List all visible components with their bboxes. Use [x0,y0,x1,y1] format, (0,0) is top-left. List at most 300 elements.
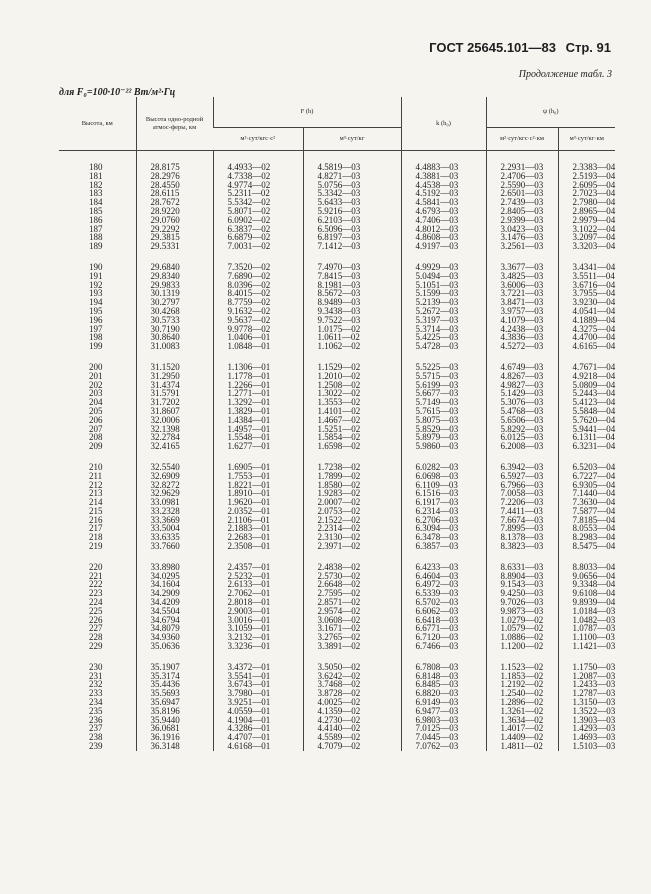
table-cell: 5.7615—03 [401,407,486,416]
table-cell: 2.3383—04 [558,163,615,172]
table-cell: 33.7660 [136,542,213,551]
table-cell: 6.7966—03 [486,481,558,490]
table-cell: 35.8196 [136,707,213,716]
table-cell: 2.3508—01 [213,542,303,551]
table-cell: 4.3275—04 [558,325,615,334]
table-cell: 3.3891—02 [303,642,401,651]
table-cell: 7.8995—03 [486,524,558,533]
table-cell: 181 [89,170,103,181]
table-cell: 5.5342—02 [213,198,303,207]
table-cell: 2.2683—01 [213,533,303,542]
table-cell: 213 [89,488,103,499]
table-cell: 31.1520 [136,363,213,372]
table-cell: 2.4357—01 [213,563,303,572]
table-cell: 6.1311—04 [558,433,615,442]
table-cell: 5.0494—03 [401,272,486,281]
table-cell: 31.2950 [136,372,213,381]
table-cell: 195 [89,305,103,316]
table-cell: 5.0809—04 [558,381,615,390]
table-cell: 1.1100—03 [558,633,615,642]
table-cell: 5.8071—02 [213,207,303,216]
table-cell: 30.5733 [136,316,213,325]
table-cell: 3.6716—04 [558,281,615,290]
table-cell: 6.3094—03 [401,524,486,533]
table-cell: 1.3522—03 [558,707,615,716]
table-cell: 1.2896—02 [486,698,558,707]
table-cell: 6.8197—03 [303,233,401,242]
table-cell: 4.9774—02 [213,181,303,190]
table-cell: 33.6335 [136,533,213,542]
table-cell: 4.0541—04 [558,307,615,316]
table-cell: 3.9757—03 [486,307,558,316]
col-F-unit2: м³·сут/кг [303,128,401,151]
table-cell: 5.5715—03 [401,372,486,381]
table-cell: 33.0981 [136,498,213,507]
table-cell: 6.6879—02 [213,233,303,242]
table-cell: 7.3630—04 [558,498,615,507]
table-cell: 5.6506—03 [486,416,558,425]
table-cell: 2.2314—02 [303,524,401,533]
table-cell: 31.8607 [136,407,213,416]
table-cell: 225 [89,605,103,616]
table-cell: 34.0295 [136,572,213,581]
table-cell: 1.0279—02 [486,616,558,625]
table-cell: 9.7026—03 [486,598,558,607]
table-cell: 34.6794 [136,616,213,625]
table-cell: 7.0058—03 [486,489,558,498]
table-cell: 7.0125—03 [401,724,486,733]
table-cell: 200 [89,361,103,372]
table-cell: 6.7808—03 [401,663,486,672]
table-cell: 222 [89,579,103,590]
table-cell: 9.7522—03 [303,316,401,325]
table-cell: 6.1109—03 [401,481,486,490]
table-cell: 8.3823—03 [486,542,558,551]
table-cell: 4.0025—02 [303,698,401,707]
table-cell: 28.7672 [136,198,213,207]
table-cell: 3.3203—04 [558,242,615,251]
table-cell: 1.0482—03 [558,616,615,625]
table-cell: 207 [89,423,103,434]
table-cell: 9.3438—03 [303,307,401,316]
table-cell: 2.0007—02 [303,498,401,507]
table-cell: 35.0636 [136,642,213,651]
table-cell: 6.8148—03 [401,672,486,681]
table-cell: 3.6242—02 [303,672,401,681]
table-cell: 2.3971—02 [303,542,401,551]
table-cell: 29.3815 [136,233,213,242]
table-cell: 233 [89,688,103,699]
table-cell: 2.8571—02 [303,598,401,607]
table-cell: 29.6840 [136,263,213,272]
table-cell: 29.2292 [136,225,213,234]
table-cell: 6.3478—03 [401,533,486,542]
table-cell: 6.1917—03 [401,498,486,507]
table-cell: 6.4972—03 [401,580,486,589]
table-cell: 218 [89,532,103,543]
table-row [59,242,615,251]
table-cell: 4.1904—01 [213,716,303,725]
table-cell: 1.4384—01 [213,416,303,425]
table-cell: 1.3903—03 [558,716,615,725]
table-cell: 8.8033—04 [558,563,615,572]
table-cell: 1.6277—01 [213,442,303,451]
table-continuation-note: Продолжение табл. 3 [518,69,612,80]
table-cell: 5.4728—03 [401,342,486,351]
table-cell: 214 [89,497,103,508]
table-cell: 34.5504 [136,607,213,616]
table-cell: 220 [89,561,103,572]
table-cell: 236 [89,714,103,725]
table-cell: 9.0656—04 [558,572,615,581]
table-cell: 30.8640 [136,333,213,342]
table-cell: 2.5590—03 [486,181,558,190]
table-cell: 4.5841—03 [401,198,486,207]
table-cell: 221 [89,570,103,581]
table-cell: 2.0352—01 [213,507,303,516]
table-cell: 186 [89,214,103,225]
table-cell: 3.7955—04 [558,289,615,298]
table-cell: 3.3236—01 [213,642,303,651]
table-cell: 8.5475—04 [558,542,615,551]
table-cell: 6.9149—03 [401,698,486,707]
table-cell: 31.7202 [136,398,213,407]
table-cell: 196 [89,314,103,325]
table-cell: 7.3520—02 [213,263,303,272]
table-cell: 1.2433—03 [558,680,615,689]
table-cell: 8.1981—03 [303,281,401,290]
table-cell: 32.4165 [136,442,213,451]
table-cell: 1.3292—01 [213,398,303,407]
table-cell: 217 [89,523,103,534]
col-k: k (h₀) [401,97,486,151]
table-cell: 3.1476—03 [486,233,558,242]
table-cell: 209 [89,441,103,452]
table-cell: 4.7338—02 [213,172,303,181]
table-cell: 2.6501—03 [486,189,558,198]
table-cell: 36.3148 [136,742,213,751]
table-cell: 4.8608—03 [401,233,486,242]
table-cell: 4.6793—03 [401,207,486,216]
table-cell: 29.5331 [136,242,213,251]
table-cell: 4.5819—03 [303,163,401,172]
table-cell: 8.7759—02 [213,298,303,307]
table-body [59,151,615,751]
table-cell: 6.8820—03 [401,689,486,698]
table-cell: 1.0184—03 [558,607,615,616]
table-cell: 237 [89,723,103,734]
table-cell: 201 [89,370,103,381]
table-cell: 1.1523—02 [486,663,558,672]
table-cell: 2.9574—02 [303,607,401,616]
table-cell: 206 [89,414,103,425]
table-cell: 212 [89,479,103,490]
table-cell: 7.6674—03 [486,516,558,525]
table-cell: 1.1529—02 [303,363,401,372]
table-cell: 5.0756—03 [303,181,401,190]
table-cell: 4.9218—04 [558,372,615,381]
table-cell: 3.7468—02 [303,680,401,689]
table-cell: 30.1319 [136,289,213,298]
table-cell: 231 [89,670,103,681]
table-cell: 3.1059—01 [213,624,303,633]
table-cell: 8.0396—02 [213,281,303,290]
table-cell: 1.7238—02 [303,463,401,472]
table-cell: 3.1671—02 [303,624,401,633]
table-cell: 4.7079—02 [303,742,401,751]
table-cell: 28.2976 [136,172,213,181]
table-cell: 6.2706—03 [401,516,486,525]
table-cell: 1.3829—01 [213,407,303,416]
col-F-unit1: м²·сут/кгс·с² [213,128,303,151]
table-cell: 7.1412—03 [303,242,401,251]
table-cell: 30.7190 [136,325,213,334]
table-cell: 4.1079—03 [486,316,558,325]
table-cell: 7.0762—03 [401,742,486,751]
table-cell: 4.6749—03 [486,363,558,372]
table-cell: 32.5540 [136,463,213,472]
table-cell: 4.5272—03 [486,342,558,351]
table-cell: 35.5693 [136,689,213,698]
table-cell: 8.8904—03 [486,572,558,581]
table-cell: 1.1306—01 [213,363,303,372]
table-cell: 5.2139—03 [401,298,486,307]
col-homogeneous-height: Высота одно-родной атмос-феры, км [136,97,213,151]
table-cell: 193 [89,288,103,299]
table-cell: 29.8340 [136,272,213,281]
table-cell: 6.9477—03 [401,707,486,716]
table-cell: 2.1106—01 [213,516,303,525]
table-cell: 198 [89,332,103,343]
table-cell: 6.5339—03 [401,589,486,598]
table-cell: 215 [89,505,103,516]
table-cell: 35.4436 [136,680,213,689]
table-cell: 6.7227—04 [558,472,615,481]
table-cell: 2.7980—04 [558,198,615,207]
table-cell: 1.8580—02 [303,481,401,490]
table-cell: 3.5050—02 [303,663,401,672]
table-cell: 7.4411—03 [486,507,558,516]
table-cell: 2.5193—04 [558,172,615,181]
table-cell: 35.6947 [136,698,213,707]
table-cell: 32.2784 [136,433,213,442]
table-cell: 190 [89,261,103,272]
table-cell: 1.1853—02 [486,672,558,681]
table-cell: 1.7553—01 [213,472,303,481]
table-cell: 34.4209 [136,598,213,607]
table-cell: 1.4409—02 [486,733,558,742]
table-cell: 1.4693—03 [558,733,615,742]
table-cell: 1.1421—03 [558,642,615,651]
table-row [59,742,615,751]
table-row [59,642,615,651]
table-cell: 5.2672—03 [401,307,486,316]
table-cell: 226 [89,614,103,625]
table-cell: 9.9778—02 [213,325,303,334]
table-cell: 4.4707—01 [213,733,303,742]
table-cell: 6.7120—03 [401,633,486,642]
table-cell: 33.5004 [136,524,213,533]
table-cell: 2.9979—04 [558,216,615,225]
table-cell: 4.2438—03 [486,325,558,334]
table-cell: 4.0559—01 [213,707,303,716]
table-cell: 5.1051—03 [401,281,486,290]
table-cell: 1.9283—02 [303,489,401,498]
table-cell: 1.4017—02 [486,724,558,733]
table-cell: 1.3150—03 [558,698,615,707]
table-cell: 6.2103—03 [303,216,401,225]
table-cell: 4.4538—03 [401,181,486,190]
table-cell: 29.0760 [136,216,213,225]
table-cell: 194 [89,297,103,308]
table-cell: 3.0423—03 [486,225,558,234]
table-cell: 5.1599—03 [401,289,486,298]
table-cell: 5.6199—03 [401,381,486,390]
table-cell: 223 [89,588,103,599]
table-cell: 6.6771—03 [401,624,486,633]
table-cell: 4.6165—04 [558,342,615,351]
table-cell: 1.3553—02 [303,398,401,407]
table-cell: 219 [89,541,103,552]
table-cell: 1.5854—02 [303,433,401,442]
table-cell: 8.4015—02 [213,289,303,298]
table-cell: 2.5730—02 [303,572,401,581]
table-cell: 4.4933—02 [213,163,303,172]
table-cell: 2.8018—01 [213,598,303,607]
table-cell: 6.3231—04 [558,442,615,451]
table-cell: 6.0125—03 [486,433,558,442]
data-table [59,97,615,751]
table-row [59,442,615,451]
table-cell: 2.4838—02 [303,563,401,572]
table-cell: 6.6062—03 [401,607,486,616]
table-cell: 4.1889—04 [558,316,615,325]
table-cell: 3.7980—01 [213,689,303,698]
table-cell: 28.6115 [136,189,213,198]
table-cell: 7.4970—03 [303,263,401,272]
table-cell: 30.4268 [136,307,213,316]
table-cell: 2.9003—01 [213,607,303,616]
table-cell: 4.1359—02 [303,707,401,716]
table-cell: 8.6331—03 [486,563,558,572]
table-cell: 1.5548—01 [213,433,303,442]
table-cell: 5.7149—03 [401,398,486,407]
table-cell: 5.4123—04 [558,398,615,407]
table-cell: 34.9360 [136,633,213,642]
table-cell: 29.9833 [136,281,213,290]
table-cell: 8.9489—03 [303,298,401,307]
table-cell: 204 [89,397,103,408]
table-cell: 6.5096—03 [303,225,401,234]
table-cell: 7.5877—04 [558,507,615,516]
table-cell: 188 [89,232,103,243]
table-cell: 1.0611—02 [303,333,401,342]
table-cell: 1.0406—01 [213,333,303,342]
table-cell: 8.1378—03 [486,533,558,542]
table-cell: 197 [89,323,103,334]
table-cell: 4.5192—03 [401,189,486,198]
table-cell: 1.3022—02 [303,389,401,398]
table-cell: 3.9251—01 [213,698,303,707]
table-cell: 4.9197—03 [401,242,486,251]
table-cell: 239 [89,741,103,752]
table-cell: 7.2206—03 [486,498,558,507]
table-cell: 3.7221—03 [486,289,558,298]
table-cell: 32.1398 [136,425,213,434]
table-cell: 230 [89,661,103,672]
table-cell: 1.1778—01 [213,372,303,381]
table-cell: 1.4293—03 [558,724,615,733]
table-cell: 182 [89,179,103,190]
col-group-psi: ψ (h₀) [486,97,615,128]
table-cell: 1.2771—01 [213,389,303,398]
table-cell: 3.2765—02 [303,633,401,642]
table-cell: 4.2730—02 [303,716,401,725]
table-cell: 235 [89,705,103,716]
table-cell: 1.0848—01 [213,342,303,351]
table-cell: 6.5927—03 [486,472,558,481]
table-cell: 2.1883—01 [213,524,303,533]
table-cell: 3.4825—03 [486,272,558,281]
table-cell: 1.2508—02 [303,381,401,390]
table-cell: 3.6743—01 [213,680,303,689]
table-cell: 30.2797 [136,298,213,307]
table-cell: 1.3634—02 [486,716,558,725]
table-cell: 2.6133—01 [213,580,303,589]
table-cell: 1.0886—02 [486,633,558,642]
table-cell: 33.2328 [136,507,213,516]
table-cell: 1.7899—02 [303,472,401,481]
table-cell: 7.8185—04 [558,516,615,525]
table-cell: 32.9629 [136,489,213,498]
table-cell: 7.1440—04 [558,489,615,498]
table-cell: 1.1750—03 [558,663,615,672]
table-cell: 5.3714—03 [401,325,486,334]
table-row [59,342,615,351]
table-cell: 5.9860—03 [401,442,486,451]
table-cell: 9.5637—02 [213,316,303,325]
table-cell: 6.2008—03 [486,442,558,451]
table-cell: 4.7671—04 [558,363,615,372]
table-cell: 2.8965—04 [558,207,615,216]
table-cell: 1.0787—03 [558,624,615,633]
table-cell: 234 [89,697,103,708]
table-cell: 6.9803—03 [401,716,486,725]
table-cell: 3.8728—02 [303,689,401,698]
table-cell: 1.1062—02 [303,342,401,351]
table-cell: 1.4101—02 [303,407,401,416]
table-cell: 6.4604—03 [401,572,486,581]
table-cell: 6.5203—04 [558,463,615,472]
table-cell: 191 [89,270,103,281]
table-cell: 31.4374 [136,381,213,390]
table-cell: 4.3881—03 [401,172,486,181]
col-height: Высота, км [59,97,136,151]
table-cell: 208 [89,432,103,443]
table-cell: 33.3669 [136,516,213,525]
table-cell: 2.7595—02 [303,589,401,598]
table-cell: 3.2132—01 [213,633,303,642]
table-cell: 6.3942—03 [486,463,558,472]
table-cell: 32.0006 [136,416,213,425]
table-cell: 5.8075—03 [401,416,486,425]
table-cell: 6.3837—02 [213,225,303,234]
table-cell: 2.2931—03 [486,163,558,172]
table-cell: 5.9441—04 [558,425,615,434]
table-cell: 1.4667—02 [303,416,401,425]
table-cell: 5.5225—03 [401,363,486,372]
table-cell: 6.7466—03 [401,642,486,651]
